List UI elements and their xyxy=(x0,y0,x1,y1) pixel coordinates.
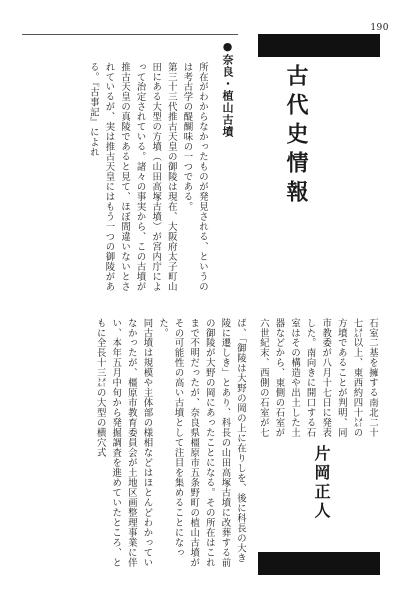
paragraph: 同古墳は規模や主体部の様相などはほとんどわかっていなかったが、橿原市教育委員会が土地区画整理事業に伴い、本年五月中旬から発掘調査を進めていたところ、ともに全長十三㍍の大型の横穴式 xyxy=(94,318,153,568)
title-bar xyxy=(258,34,380,57)
series-title: 古代史情報 xyxy=(283,64,308,209)
author-name: 片岡正人 xyxy=(312,445,331,521)
page-number: 190 xyxy=(370,23,389,33)
paragraph: ば、「御陵は大野の岡の上に在りしを、後に科長の大き陵に遷しき」とあり、科長の山田高塚古墳に改葬する前の御陵が大野の岡にあったことになる。その所在はこれまで不明だったが、奈良県橿原市五条野町の植山古墳がその可能性の高い古墳として注目を集めることになった。 xyxy=(157,318,246,568)
article-upper-column xyxy=(22,62,210,292)
article-heading: ●奈良・植山古墳 xyxy=(221,40,234,138)
article-lower-column xyxy=(22,318,248,568)
paragraph: 石室二基を擁する南北二十七㍍以上、東西約四十㍍の方墳であることが判明、同市教委が八月十七日に発表した。南向きに開口する石室はその構造や出土した土器などから、東側の石室が六世紀末、西側の石室が七 xyxy=(258,318,378,438)
top-rule xyxy=(22,34,238,35)
paragraph: 第三十三代推古天皇の御陵は現在、大阪府太子町山田にある大型の方墳（山田高塚古墳）が宮内庁によって治定されている。諸々の事実から、この古墳が推古天皇の真陵であると見て、ほぼ間違いないとされているが、実は推古天皇にはもう一つの御陵がある。『古事記』によれ xyxy=(87,62,177,292)
article-right-column xyxy=(258,318,380,440)
author-bar xyxy=(258,552,380,575)
paragraph: 所在がわからなかったものが発見される、というのは考古学の醍醐味の一つである。 xyxy=(181,62,208,292)
